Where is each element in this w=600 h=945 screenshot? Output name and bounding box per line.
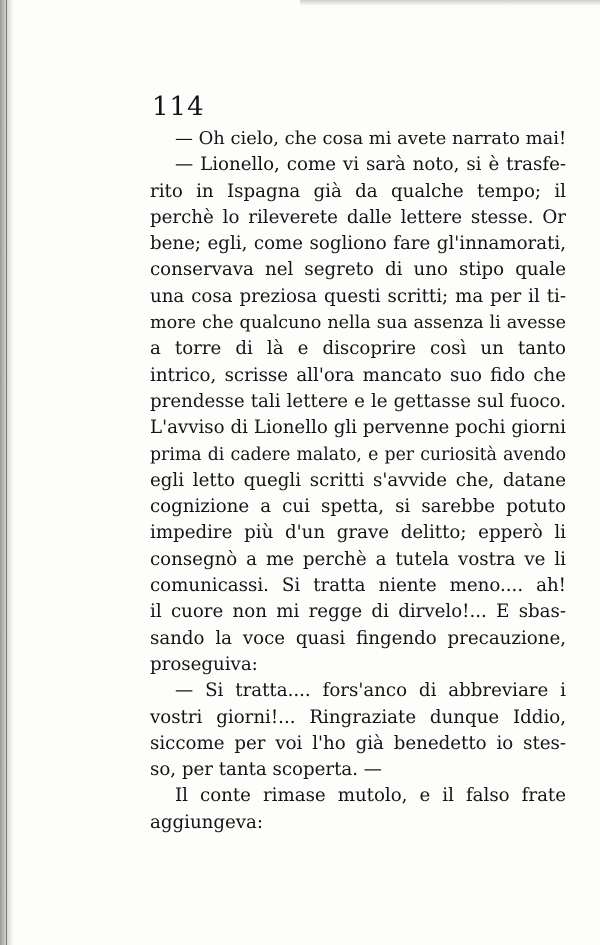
text-line: Il conte rimase mutolo, e il falso frate [175,785,566,807]
page-gutter [0,0,14,945]
text-line: consegnò a me perchè a tutela vostra ve li [150,548,566,570]
page-top-edge [300,0,600,6]
text-line: egli letto quegli scritti s'avvide che, datane [150,469,566,491]
text-line: so, per tanta scoperta. — [150,759,382,781]
text-line: comunicassi. Si tratta niente meno.... ah! [150,575,566,597]
gutter-edge-line [6,0,7,945]
text-line: una cosa preziosa questi scritti; ma per il ti- [150,285,566,307]
text-line: — Lionello, come vi sarà noto, si è trasfe- [175,154,566,176]
text-line: a torre di là e discoprire così un tanto [150,338,566,360]
text-line: siccome per voi l'ho già benedetto io stes- [150,732,566,754]
text-line: L'avviso di Lionello gli pervenne pochi giorni [150,417,566,439]
text-line: bene; egli, come sogliono fare gl'innamorati, [150,233,566,255]
text-line: intrico, scrisse all'ora mancato suo fido che [150,364,566,386]
text-line: perchè lo rileverete dalle lettere stesse. Or [150,206,566,228]
text-line: il cuore non mi regge di dirvelo!... E sbas- [150,601,566,623]
text-line: more che qualcuno nella sua assenza li avesse [150,313,566,334]
text-line: proseguiva: [150,653,258,675]
page-number: 114 [152,92,205,122]
text-line: cognizione a cui spetta, si sarebbe potuto [150,496,566,518]
text-line: rito in Ispagna già da qualche tempo; il [150,180,566,202]
text-line: aggiungeva: [150,811,264,833]
text-line: prima di cadere malato, e per curiosità avendo [150,444,566,465]
text-line: — Si tratta.... fors'anco di abbreviare i [175,680,566,702]
text-line: prendesse tali lettere e le gettasse sul fuoco. [150,390,566,412]
text-line: — Oh cielo, che cosa mi avete narrato mai! [175,128,566,149]
text-line: sando la voce quasi fingendo precauzione, [150,627,566,649]
text-line: impedire più d'un grave delitto; epperò li [150,522,566,544]
text-line: conservava nel segreto di uno stipo quale [150,259,566,281]
body-text [150,126,566,836]
text-line: vostri giorni!... Ringraziate dunque Iddio, [150,706,566,728]
